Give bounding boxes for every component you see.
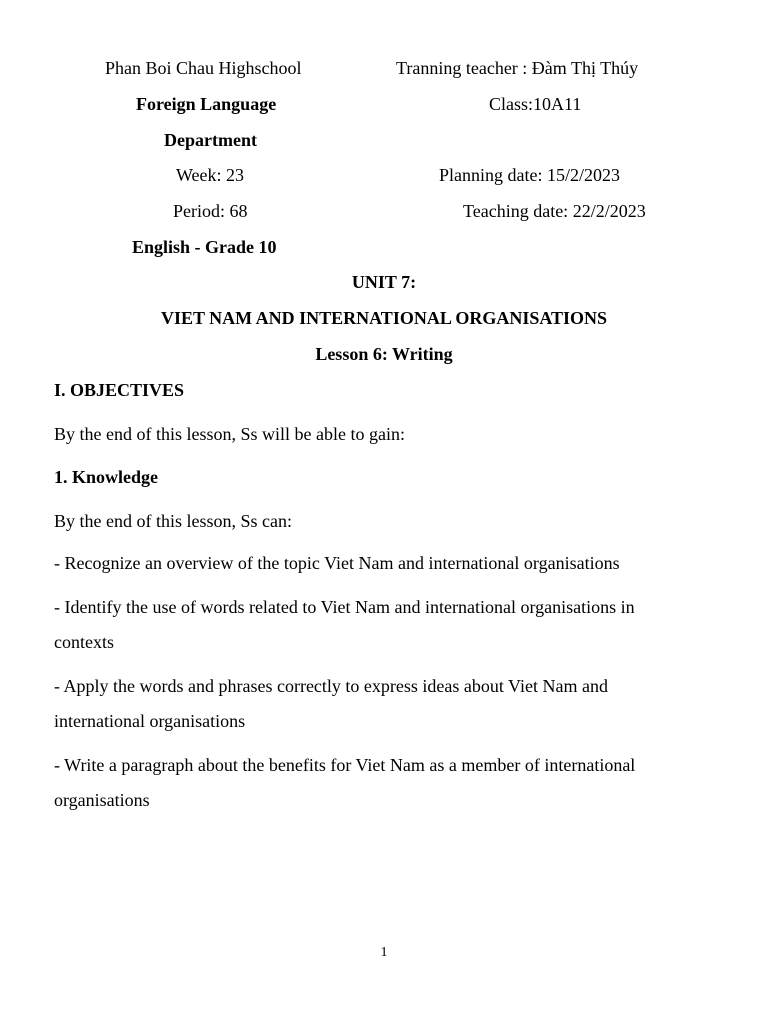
objective-bullet-1: - Recognize an overview of the topic Viet Nam and international organisations (54, 553, 620, 573)
department-line-2: Department (164, 130, 257, 150)
objective-bullet-2-line-1: - Identify the use of words related to Viet Nam and international organisations in (54, 597, 635, 617)
teaching-date: Teaching date: 22/2/2023 (463, 201, 646, 221)
unit-number: UNIT 7: (351, 272, 417, 292)
week-label: Week: 23 (176, 165, 245, 185)
class-label: Class:10A11 (489, 94, 582, 114)
objective-bullet-3-line-2: international organisations (54, 711, 246, 731)
page-number: 1 (380, 945, 388, 960)
objective-bullet-3-line-1: - Apply the words and phrases correctly to express ideas about Viet Nam and (54, 676, 608, 696)
objective-bullet-2-line-2: contexts (54, 632, 114, 652)
objectives-intro: By the end of this lesson, Ss will be able to gain: (54, 424, 405, 444)
knowledge-intro: By the end of this lesson, Ss can: (54, 511, 292, 531)
subject-grade: English - Grade 10 (132, 237, 277, 257)
unit-title: VIET NAM AND INTERNATIONAL ORGANISATIONS (160, 308, 608, 328)
school-name: Phan Boi Chau Highschool (105, 58, 302, 78)
teacher-name: Tranning teacher : Đàm Thị Thúy (396, 58, 639, 78)
objective-bullet-4-line-1: - Write a paragraph about the benefits for Viet Nam as a member of international (54, 755, 636, 775)
knowledge-heading: 1. Knowledge (54, 467, 159, 487)
planning-date: Planning date: 15/2/2023 (439, 165, 620, 185)
objective-bullet-4-line-2: organisations (54, 790, 150, 810)
lesson-title: Lesson 6: Writing (315, 344, 453, 364)
department-line-1: Foreign Language (136, 94, 277, 114)
period-label: Period: 68 (173, 201, 248, 221)
objectives-heading: I. OBJECTIVES (54, 380, 185, 400)
